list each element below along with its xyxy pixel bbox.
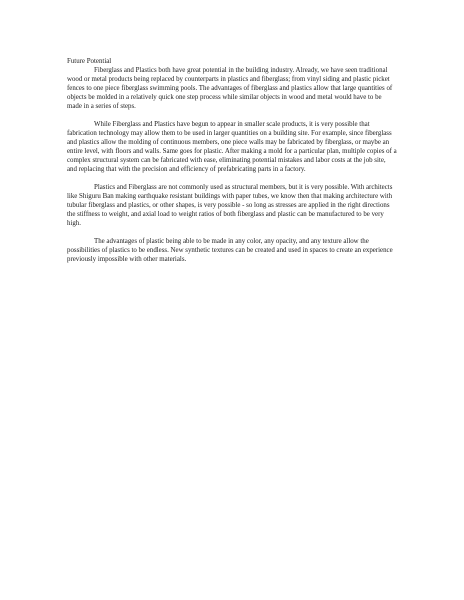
document-body [67,57,397,273]
section-heading: Future Potential [67,58,112,65]
paragraph-2: While Fiberglass and Plastics have begun to appear in smaller scale products, it is very possible that fabrication technology may allow them to be used in larger quantities on a building site. For example, since fiberglass and plastics allow the molding of continuous members, one piece walls may be fabricated by fiberglass, or maybe an entire level, with floors and walls. Same goes for plastic. After making a mold for a particular plan, multiple copies of a complex structural system can be fabricated with ease, eliminating potential mistakes and labor costs at the job site, and replacing that with the precision and efficiency of prefabricating parts in a factory. [67,121,397,173]
paragraph-1: Fiberglass and Plastics both have great potential in the building industry. Already, we have seen traditional wood or metal products being replaced by counterparts in plastics and fiberglass; from vinyl siding and plastic picket fences to one piece fiberglass swimming pools. The advantages of fiberglass and plastics allow that large quantities of objects be molded in a relatively quick one step process while similar objects in wood and metal would have to be made in a series of steps. [67,67,393,110]
paragraph-3: Plastics and Fiberglass are not commonly used as structural members, but it is very possible. With architects like Shiguru Ban making earthquake resistant buildings with paper tubes, we know then that making architecture with tubular fiberglass and plastics, or other shapes, is very possible - so long as stresses are applied in the right directions the stiffness to weight, and axial load to weight ratios of both fiberglass and plastic can be manufactured to be very high. [67,184,393,227]
paragraph-4: The advantages of plastic being able to be made in any color, any opacity, and any texture allow the possibilities of plastics to be endless. New synthetic textures can be created and used in spaces to create an experience previously impossible with other materials. [67,238,393,263]
